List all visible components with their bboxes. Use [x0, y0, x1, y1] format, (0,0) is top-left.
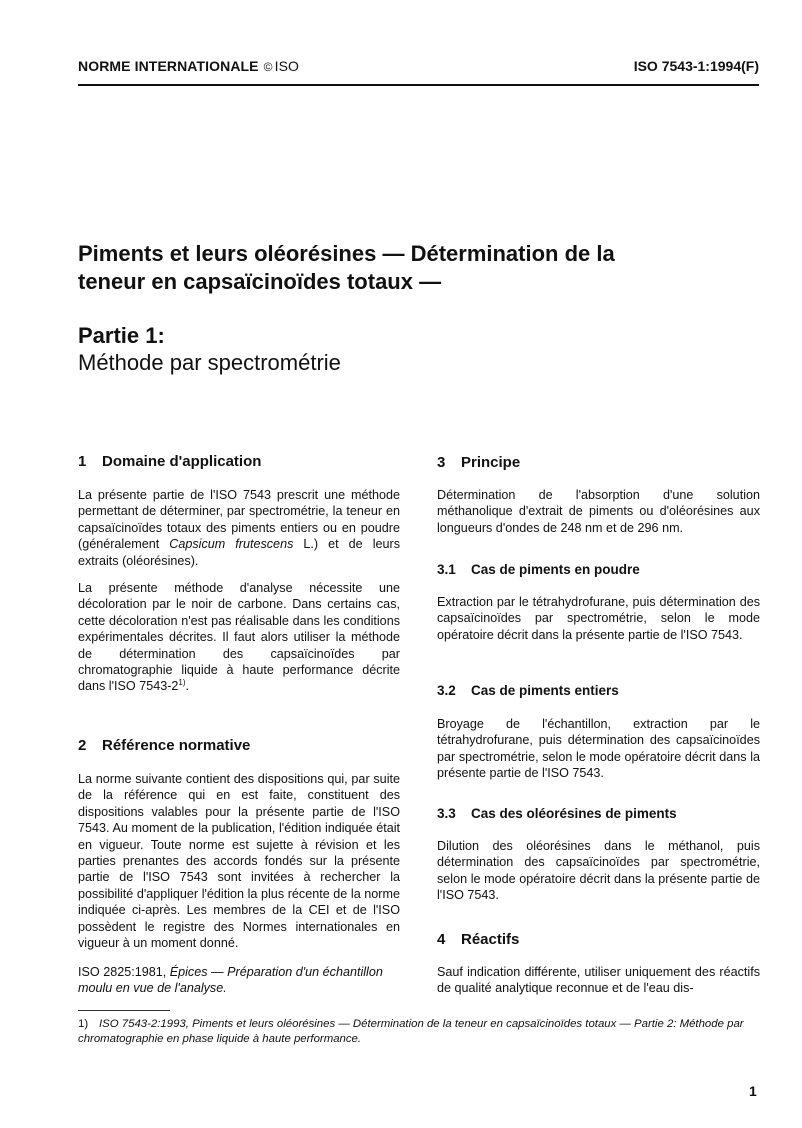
footnote-marker: 1) [178, 678, 186, 688]
copyright-symbol: © [263, 60, 273, 74]
subsection-3-1-text: Extraction par le tétrahydrofurane, puis détermination des capsaïcinoïdes par spectrométrie, selon le mode opératoire décrit dans la présente partie de l'ISO 7543. [437, 595, 760, 642]
section-number: 1 [78, 453, 87, 470]
footnote-text: ISO 7543-2:1993, Piments et leurs oléorésines — Détermination de la teneur en capsaïcinoïdes totaux — Partie 2: Méthode par chromatographie en phase liquide à haute performance. [78, 1018, 744, 1045]
subsection-3-3-heading: 3.3 Cas des oléorésines de piments [437, 806, 677, 821]
header-standard-type: NORME INTERNATIONALE [78, 58, 259, 74]
subsection-3-2-text: Broyage de l'échantillon, extraction par le tétrahydrofurane, puis détermination des capsaïcinoïdes par spectrométrie, selon le mode opératoire décrit dans la présente partie de l'ISO 7543. [437, 717, 760, 781]
header-left [78, 58, 299, 74]
section-2-paragraph-1: La norme suivante contient des dispositions qui, par suite de la référence qui en est faite, constituent des dispositions valables pour la présente partie de l'ISO 7543. Au moment de la publication, l'édition indiquée était en vigueur. Toute norme est sujette à révision et les parties prenantes des accords fondés sur la présente partie de l'ISO 7543 sont invitées à rechercher la possibilité d'appliquer l'édition la plus récente de la norme indiquée ci-après. Les membres de la CEI et de l'ISO possèdent le registre des Normes internationales en vigueur à un moment donné. [78, 772, 400, 951]
section-title: Réactifs [461, 931, 520, 948]
section-title: Principe [461, 454, 521, 471]
header-org: ISO [274, 58, 299, 74]
footnote [78, 1017, 760, 1047]
reference-title: Épices — Préparation d'un échantillon moulu en vue de l'analyse. [78, 965, 383, 996]
subsection-3-1-heading: 3.1 Cas de piments en poudre [437, 562, 640, 577]
section-2-heading [78, 737, 250, 754]
section-3-heading [437, 454, 520, 471]
subsection-3-2-heading: 3.2 Cas de piments entiers [437, 683, 619, 698]
section-number: 2 [78, 737, 87, 754]
subsection-3-3-text: Dilution des oléorésines dans le méthanol, puis détermination des capsaïcinoïdes par spectrométrie, selon le mode opératoire décrit dans la présente partie de l'ISO 7543. [437, 839, 760, 903]
normative-reference: ISO 2825:1981, Épices — Préparation d'un échantillon moulu en vue de l'analyse. [78, 965, 383, 996]
title-line-1: Piments et leurs oléorésines — Détermination de la [78, 241, 615, 266]
section-number: 3 [437, 454, 446, 471]
section-1-paragraph-2: La présente méthode d'analyse nécessite une décoloration par le noir de carbone. Dans certains cas, cette décoloration n'est pas réalisable dans les conditions expérimentales décrites. Il faut alors utiliser la méthode de détermination des capsaïcinoïdes par chromatographie liquide à haute performance décrite dans l'ISO 7543-2$^{1)}$. [78, 581, 400, 694]
document-reference: ISO 7543-1:1994(F) [633, 58, 759, 74]
section-4-heading [437, 931, 519, 948]
section-3-paragraph-1: Détermination de l'absorption d'une solution méthanolique d'extrait de piments ou d'oléorésines aux longueurs d'ondes de 248 nm et de 296 nm. [437, 488, 760, 535]
section-1-heading [78, 453, 261, 470]
page-number: 1 [749, 1083, 757, 1099]
header-rule [78, 84, 759, 86]
species-name: Capsicum frutescens [169, 537, 294, 552]
section-number: 4 [437, 931, 446, 948]
section-4-paragraph-1: Sauf indication différente, utiliser uniquement des réactifs de qualité analytique reconnue et de l'eau dis- [437, 965, 760, 996]
section-title: Domaine d'application [102, 453, 262, 470]
footnote-number: 1) [78, 1018, 89, 1030]
page-header [78, 58, 759, 80]
document-title [78, 240, 758, 296]
part-subtitle: Méthode par spectrométrie [78, 350, 341, 375]
title-line-2: teneur en capsaïcinoïdes totaux — [78, 269, 442, 294]
part-label: Partie 1: [78, 323, 165, 348]
section-title: Référence normative [102, 737, 251, 754]
section-1-paragraph-1: La présente partie de l'ISO 7543 prescrit une méthode permettant de déterminer, par spectrométrie, la teneur en capsaïcinoïdes totaux des piments entiers ou en poudre (généralement Capsicum frutescens L.) et de leurs extraits (oléorésines). [78, 488, 400, 568]
footnote-rule [78, 1010, 170, 1011]
